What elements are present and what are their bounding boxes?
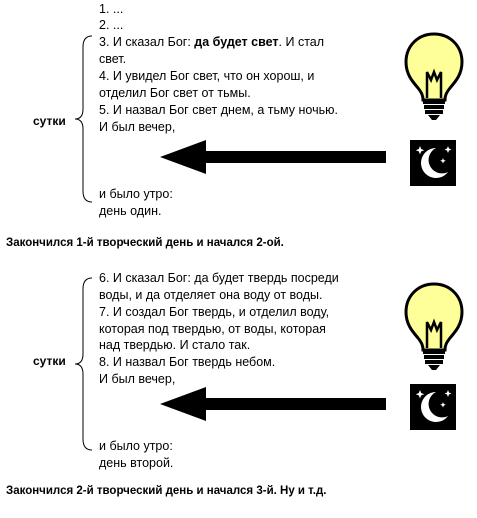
verse-emphasis: да будет свет bbox=[194, 35, 279, 49]
day-summary: Закончился 1-й творческий день и начался 2-ой. bbox=[6, 237, 284, 249]
day-label: сутки bbox=[33, 114, 66, 128]
lightbulb-icon bbox=[403, 32, 465, 122]
curly-brace bbox=[70, 277, 96, 451]
verse-line: воды, и да отделяет она воду от воды. bbox=[99, 288, 323, 302]
verse-line: 7. И создал Бог твердь, и отделил воду, bbox=[99, 305, 330, 319]
verse-line: И был вечер, bbox=[99, 372, 176, 386]
day-label: сутки bbox=[33, 354, 66, 368]
verse-line: И был вечер, bbox=[99, 120, 176, 134]
verse-line: 6. И сказал Бог: да будет твердь посреди bbox=[99, 271, 339, 285]
verse-line: день один. bbox=[99, 204, 162, 218]
verse-line: день второй. bbox=[99, 456, 174, 470]
verse-line: 2. ... bbox=[99, 18, 124, 32]
verse-line: и было утро: bbox=[99, 439, 173, 453]
arrow-left-icon bbox=[160, 140, 386, 174]
verse-line: 5. И назвал Бог свет днем, а тьму ночью. bbox=[99, 103, 338, 117]
verse-text: . И стал bbox=[278, 35, 325, 49]
verse-line: которая под твердью, от воды, которая bbox=[99, 322, 326, 336]
verse-line: 4. И увидел Бог свет, что он хорош, и bbox=[99, 69, 315, 83]
verse-line bbox=[99, 35, 324, 51]
verse-line: свет. bbox=[99, 52, 127, 66]
lightbulb-icon bbox=[403, 282, 465, 372]
verse-line: и было утро: bbox=[99, 187, 173, 201]
verse-text: 3. И сказал Бог: bbox=[99, 35, 195, 49]
night-moon-icon bbox=[410, 140, 456, 186]
verse-line: 8. И назвал Бог твердь небом. bbox=[99, 355, 276, 369]
verse-line: отделил Бог свет от тьмы. bbox=[99, 86, 251, 100]
night-moon-icon bbox=[410, 384, 456, 430]
curly-brace bbox=[70, 35, 96, 203]
verse-line: над твердью. И стало так. bbox=[99, 338, 251, 352]
verse-line: 1. ... bbox=[99, 2, 124, 16]
day-summary: Закончился 2-й творческий день и начался 3-й. Ну и т.д. bbox=[6, 485, 327, 497]
arrow-left-icon bbox=[160, 387, 386, 421]
